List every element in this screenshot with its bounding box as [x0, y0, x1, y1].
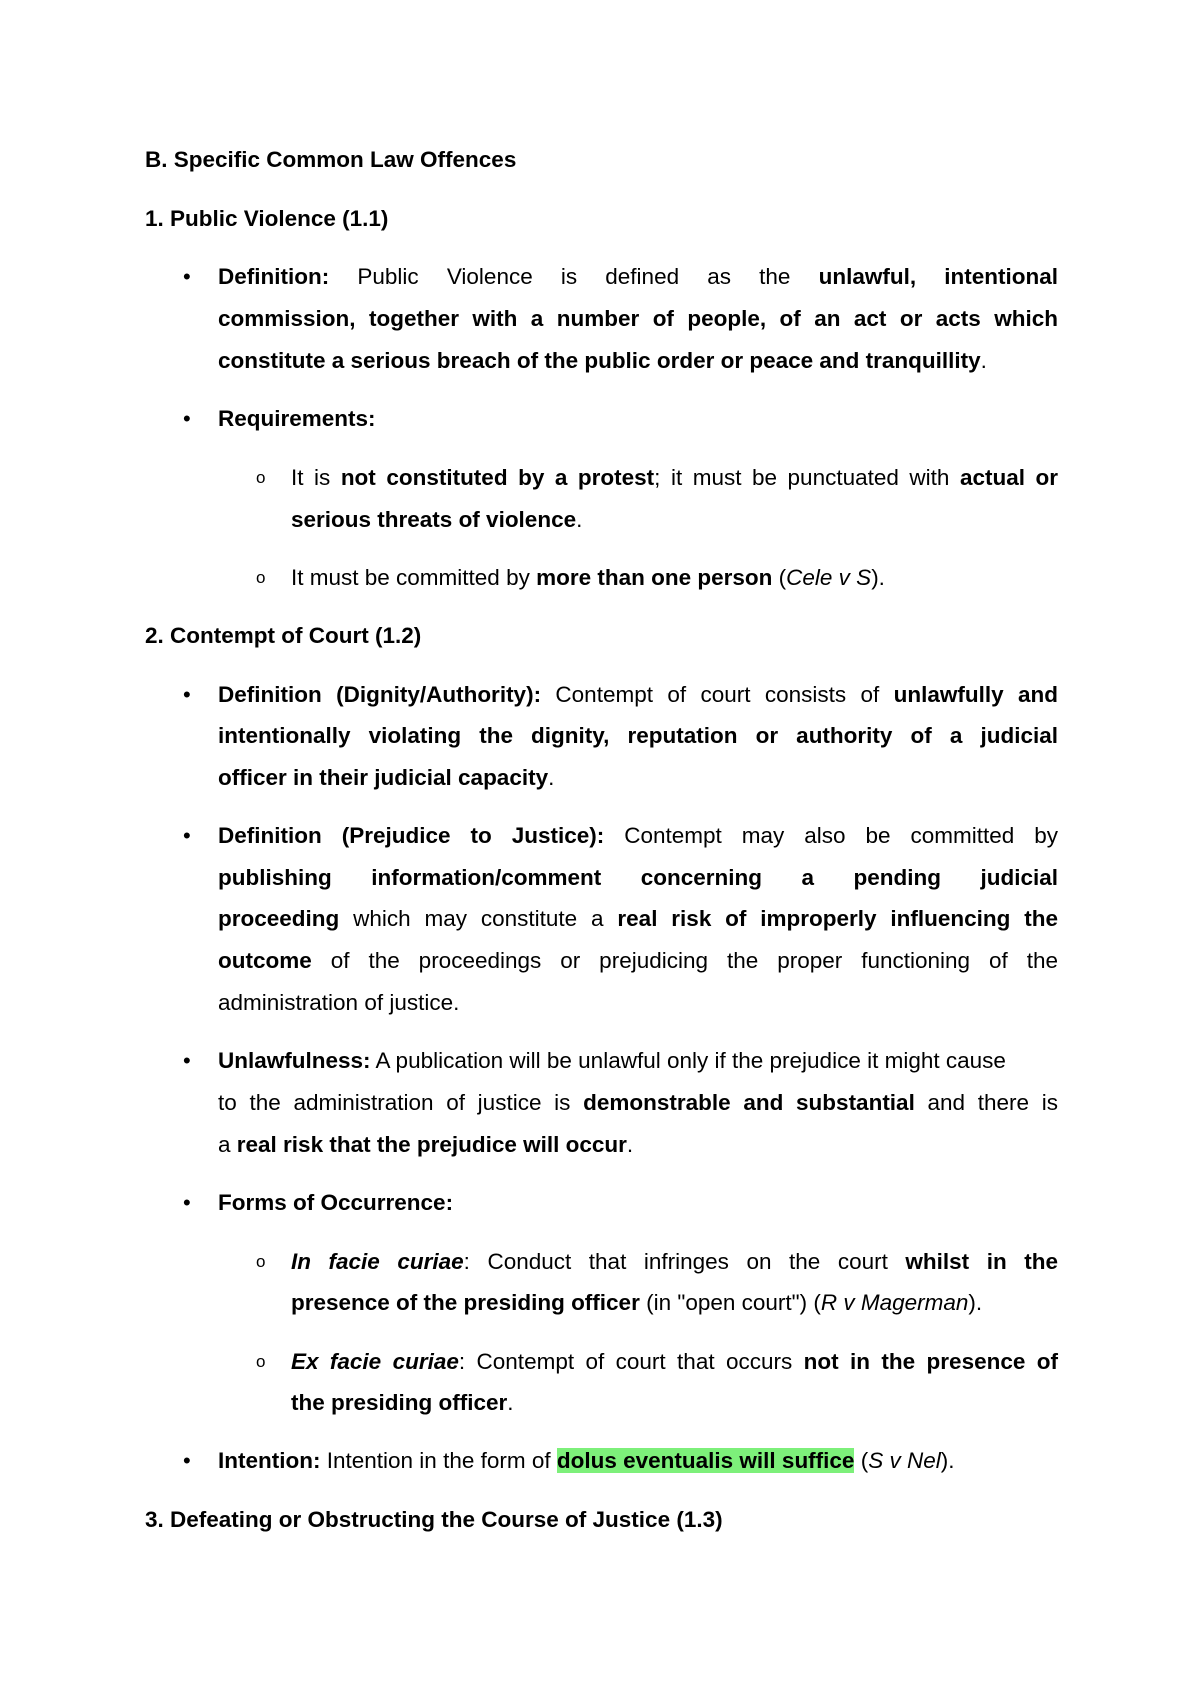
- unlawfulness-line2: to the administration of justice is demonstrable and substantial and there is: [218, 1090, 1059, 1115]
- bullet-icon: •: [183, 1448, 191, 1473]
- definition-public-violence-line1: Definition: Public Violence is defined as the unlawful, intentional: [218, 264, 1058, 289]
- heading-contempt-of-court: 2. Contempt of Court (1.2): [145, 623, 422, 648]
- heading-defeating-justice: 3. Defeating or Obstructing the Course of Justice (1.3): [145, 1507, 723, 1532]
- heading-public-violence: 1. Public Violence (1.1): [145, 206, 389, 231]
- bullet-icon: •: [183, 1190, 191, 1215]
- requirement-more-than-one: It must be committed by more than one person (Cele v S).: [291, 565, 885, 590]
- section-title: B. Specific Common Law Offences: [145, 147, 517, 172]
- requirement-protest-line2: serious threats of violence.: [291, 507, 583, 532]
- sub-bullet-icon: o: [256, 568, 266, 587]
- definition-dignity-line1: Definition (Dignity/Authority): Contempt of court consists of unlawfully and: [218, 682, 1058, 707]
- bullet-icon: •: [183, 823, 191, 848]
- definition-prejudice-line4: outcome of the proceedings or prejudicing the proper functioning of the: [218, 948, 1058, 973]
- ex-facie-curiae-line2: the presiding officer.: [291, 1390, 514, 1415]
- definition-public-violence-line3: constitute a serious breach of the public order or peace and tranquillity.: [218, 348, 987, 373]
- bullet-icon: •: [183, 264, 191, 289]
- definition-public-violence-line2: commission, together with a number of people, of an act or acts which: [218, 306, 1058, 331]
- in-facie-curiae-line2: presence of the presiding officer (in "open court") (R v Magerman).: [291, 1290, 983, 1315]
- unlawfulness-line3: a real risk that the prejudice will occur.: [218, 1132, 634, 1157]
- intention-line: Intention: Intention in the form of dolus eventualis will suffice (S v Nel).: [218, 1448, 955, 1473]
- definition-prejudice-line3: proceeding which may constitute a real risk of improperly influencing the: [218, 906, 1058, 931]
- definition-dignity-line2: intentionally violating the dignity, reputation or authority of a judicial: [218, 723, 1058, 748]
- highlighted-text: dolus eventualis will suffice: [556, 1448, 855, 1473]
- forms-of-occurrence-label: Forms of Occurrence:: [218, 1190, 454, 1215]
- requirements-label: Requirements:: [218, 406, 376, 431]
- requirement-protest-line1: It is not constituted by a protest; it must be punctuated with actual or: [291, 465, 1059, 490]
- bullet-icon: •: [183, 406, 191, 431]
- definition-label: Definition:: [218, 264, 330, 289]
- sub-bullet-icon: o: [256, 1252, 266, 1271]
- bullet-icon: •: [183, 1048, 191, 1073]
- definition-dignity-line3: officer in their judicial capacity.: [218, 765, 555, 790]
- definition-prejudice-line2: publishing information/comment concerning a pending judicial: [218, 865, 1058, 890]
- definition-prejudice-line5: administration of justice.: [218, 990, 460, 1015]
- bullet-icon: •: [183, 682, 191, 707]
- ex-facie-curiae-line1: Ex facie curiae: Contempt of court that occurs not in the presence of: [291, 1349, 1058, 1374]
- sub-bullet-icon: o: [256, 1352, 266, 1371]
- definition-prejudice-line1: Definition (Prejudice to Justice): Contempt may also be committed by: [218, 823, 1059, 848]
- sub-bullet-icon: o: [256, 468, 266, 487]
- in-facie-curiae-line1: In facie curiae: Conduct that infringes on the court whilst in the: [291, 1249, 1058, 1274]
- unlawfulness-line1: Unlawfulness: A publication will be unlawful only if the prejudice it might cause: [218, 1048, 1006, 1073]
